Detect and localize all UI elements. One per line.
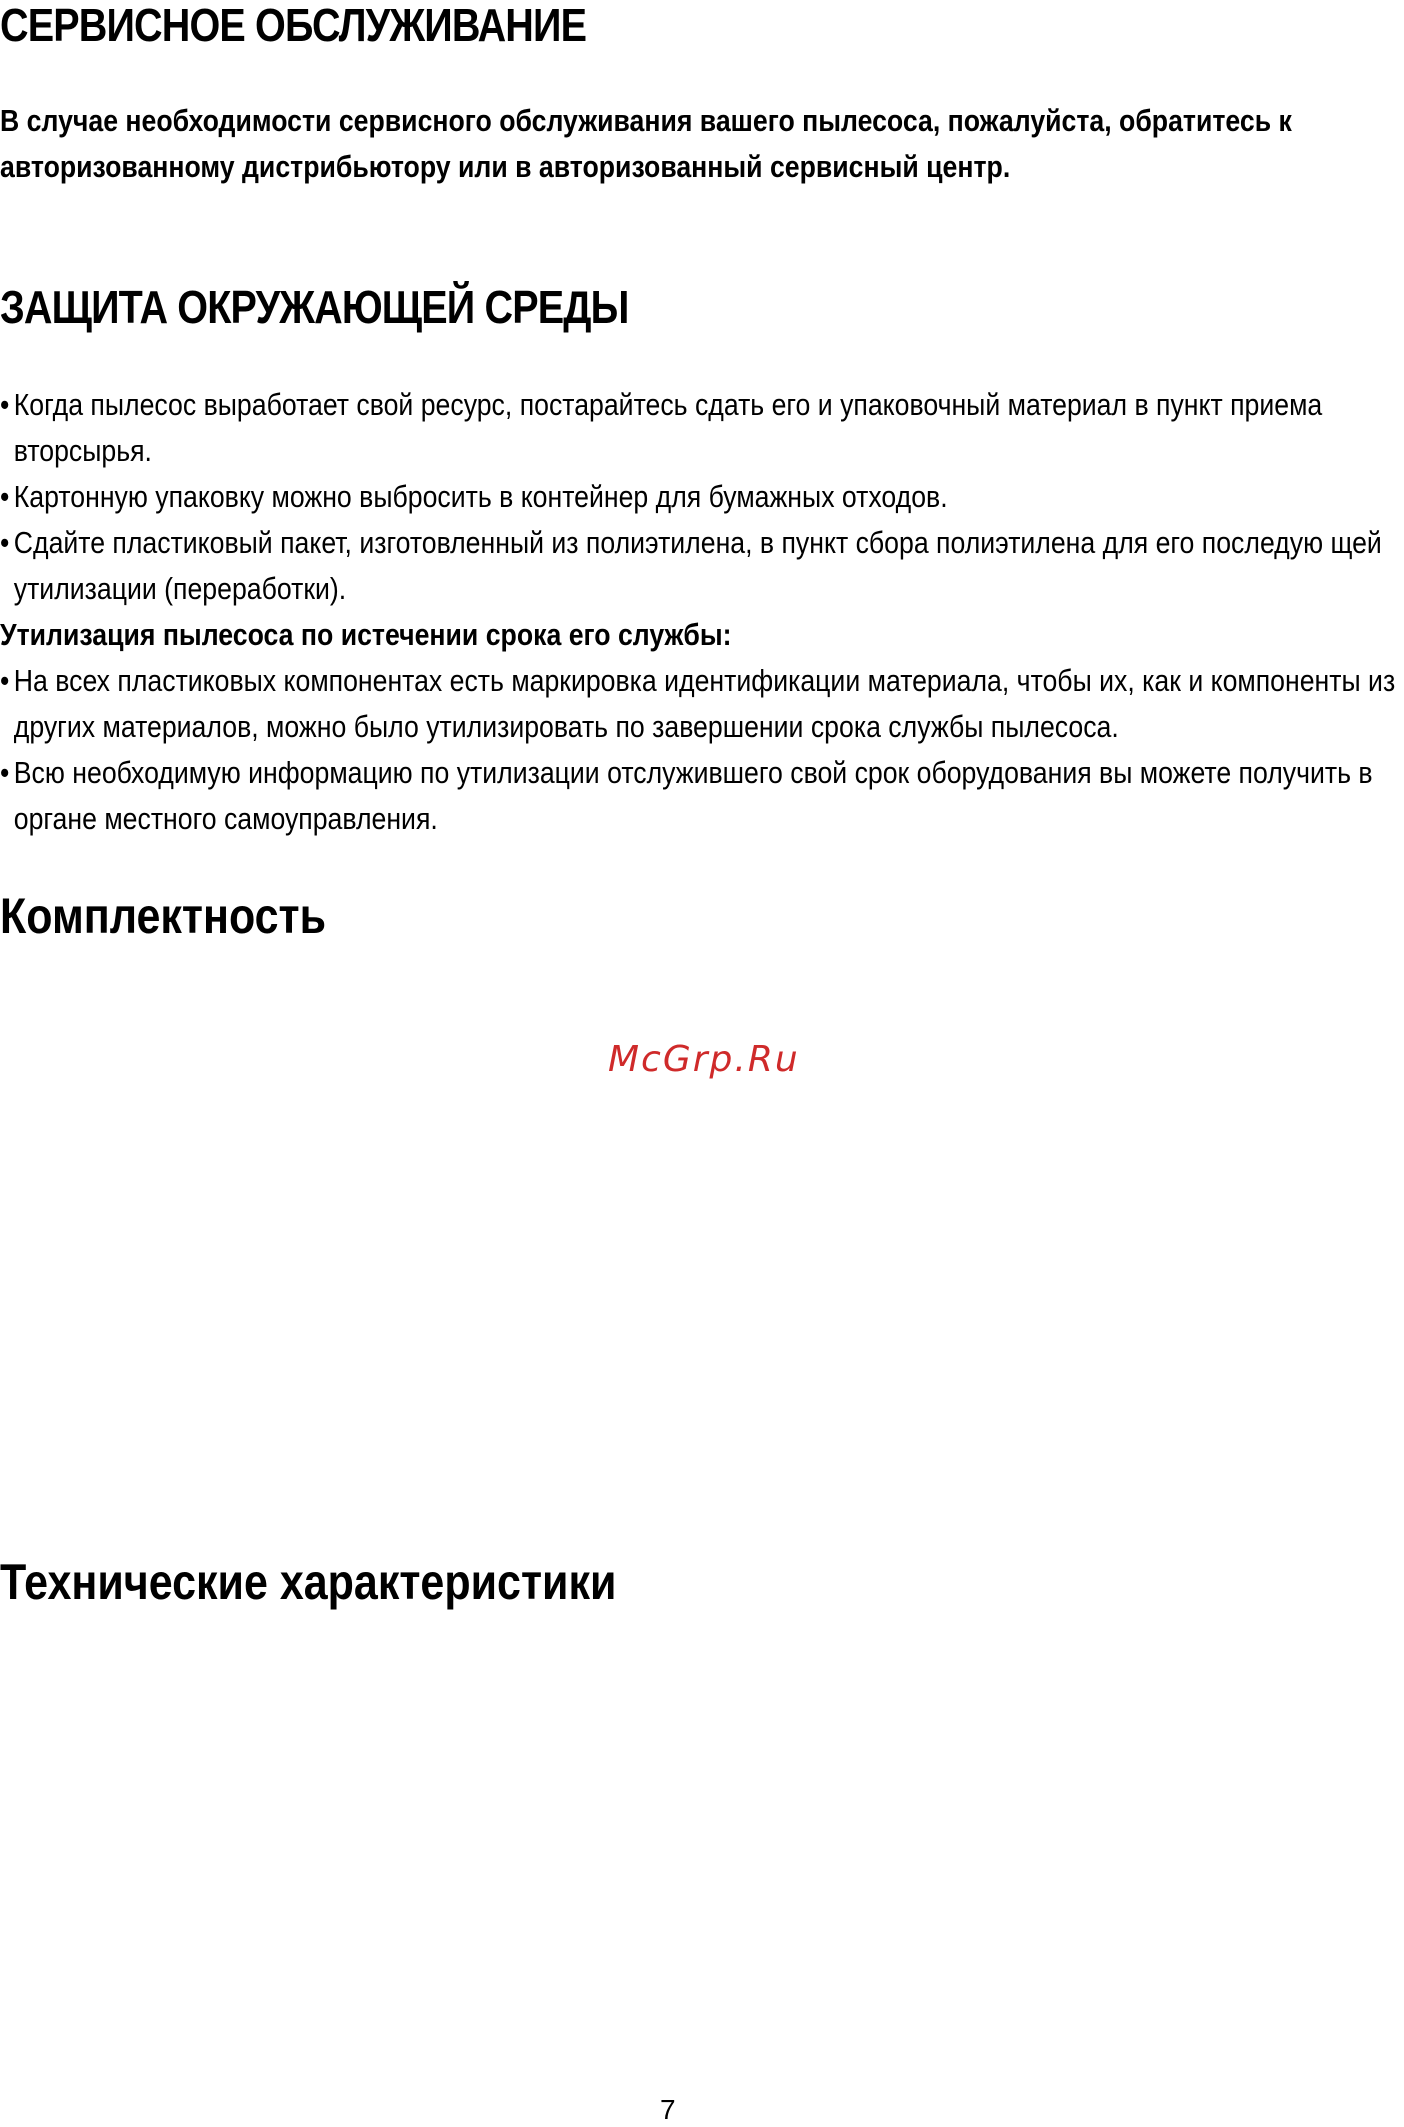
- bullet: •: [0, 755, 10, 790]
- list-item-text: Сдайте пластиковый пакет, изготовленный из полиэтилена, в пункт сбора полиэтилена для его последую щей утилизации (переработки).: [13, 525, 1382, 606]
- list-item-text: Всю необходимую информацию по утилизации отслужившего свой срок оборудования вы можете получить в органе местного самоуправления.: [13, 755, 1373, 836]
- bullet: •: [0, 663, 10, 698]
- bullet: •: [0, 479, 10, 514]
- bullet: •: [0, 525, 10, 560]
- list-item-text: Картонную упаковку можно выбросить в контейнер для бумажных отходов.: [13, 479, 948, 514]
- service-text: В случае необходимости сервисного обслуживания вашего пылесоса, пожалуйста, обратитесь к авторизованному дистрибьютору или в авторизованный сервисный центр.: [0, 103, 1292, 184]
- list-item-text: На всех пластиковых компонентах есть маркировка идентификации материала, чтобы их, как и компоненты из других материалов, можно было утилизировать по завершении срока службы пылесоса.: [13, 663, 1396, 744]
- watermark: McGrp.Ru: [608, 1039, 800, 1080]
- list-item: [0, 658, 1404, 750]
- disposal-list: [0, 658, 1404, 842]
- contents-title: Комплектность: [0, 888, 327, 944]
- list-item: [0, 520, 1404, 612]
- list-item: [0, 382, 1404, 474]
- specs-title: Технические характеристики: [0, 1554, 617, 1610]
- disposal-heading: Утилизация пылесоса по истечении срока его службы:: [0, 617, 732, 652]
- page-number: 7: [660, 2094, 676, 2125]
- list-item: [0, 474, 1404, 520]
- environment-title: ЗАЩИТА ОКРУЖАЮЩЕЙ СРЕДЫ: [0, 281, 629, 333]
- bullet: •: [0, 387, 10, 422]
- environment-list: [0, 382, 1404, 612]
- list-item: [0, 750, 1404, 842]
- service-title: СЕРВИСНОЕ ОБСЛУЖИВАНИЕ: [0, 0, 587, 51]
- list-item-text: Когда пылесос выработает свой ресурс, постарайтесь сдать его и упаковочный материал в пункт приема вторсырья.: [13, 387, 1323, 468]
